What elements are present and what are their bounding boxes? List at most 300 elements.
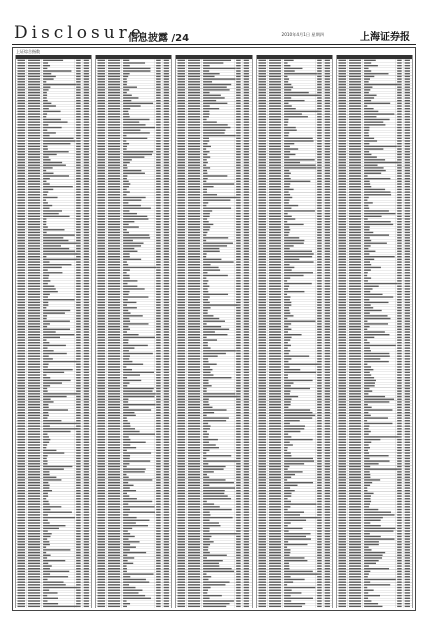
table-cell-text [244, 240, 249, 241]
table-cell-text [317, 431, 322, 432]
table-cell-text [188, 232, 200, 233]
table-cell-text [203, 555, 227, 556]
table-cell-text [317, 520, 322, 521]
table-cell-text [324, 587, 329, 588]
table-cell-text [364, 399, 394, 400]
table-cell-text [269, 210, 281, 211]
table-cell-text [108, 525, 120, 526]
table-text-rows [176, 59, 251, 608]
table-cell-text [98, 119, 106, 120]
table-cell-text [237, 251, 242, 252]
table-cell-text [284, 364, 318, 365]
table-cell-text [324, 452, 329, 453]
table-cell-text [317, 547, 322, 548]
table-cell-text [203, 197, 236, 198]
table-cell-text [244, 178, 249, 179]
table-cell-text [164, 245, 169, 246]
table-cell-text [156, 345, 161, 346]
table-cell-text [203, 253, 207, 254]
table-cell-text [76, 482, 81, 483]
table-cell-text [178, 329, 186, 330]
table-cell-text [108, 272, 120, 273]
table-cell-text [28, 412, 40, 413]
table-cell-text [324, 512, 329, 513]
table-cell-text [364, 189, 385, 190]
table-cell-text [397, 425, 402, 426]
table-cell-text [84, 162, 89, 163]
table-cell-text [123, 127, 155, 128]
table-cell-text [269, 498, 281, 499]
table-cell-text [324, 294, 329, 295]
table-cell-text [338, 353, 346, 354]
table-cell-text [284, 261, 314, 262]
table-cell-text [404, 431, 409, 432]
table-cell-text [156, 234, 161, 235]
table-cell-text [338, 130, 346, 131]
table-cell-text [269, 173, 281, 174]
table-cell-text [28, 84, 40, 85]
table-cell-text [98, 401, 106, 402]
table-cell-text [108, 581, 120, 582]
table-cell-text [108, 127, 120, 128]
table-cell-text [76, 468, 81, 469]
table-cell-text [404, 181, 409, 182]
table-cell-text [164, 530, 169, 531]
table-cell-text [28, 205, 40, 206]
table-cell-text [284, 302, 291, 303]
table-cell-text [349, 393, 361, 394]
table-cell-text [84, 245, 89, 246]
table-cell-text [244, 520, 249, 521]
table-cell-text [349, 382, 361, 383]
table-cell-text [43, 148, 48, 149]
table-cell-text [237, 512, 242, 513]
table-cell-text [244, 68, 249, 69]
table-cell-text [317, 490, 322, 491]
table-cell-text [244, 60, 249, 61]
table-cell-text [76, 528, 81, 529]
table-cell-text [84, 428, 89, 429]
table-cell-text [164, 468, 169, 469]
table-cell-text [284, 509, 288, 510]
table-cell-text [404, 536, 409, 537]
table-cell-text [156, 547, 161, 548]
table-cell-text [188, 296, 200, 297]
table-cell-text [258, 356, 266, 357]
table-cell-text [84, 111, 89, 112]
table-cell-text [258, 547, 266, 548]
table-cell-text [258, 364, 266, 365]
table-cell-text [338, 108, 346, 109]
table-cell-text [76, 148, 81, 149]
table-cell-text [123, 592, 138, 593]
table-cell-text [338, 218, 346, 219]
table-cell-text [284, 417, 312, 418]
table-cell-text [317, 517, 322, 518]
table-cell-text [203, 520, 209, 521]
table-cell-text [338, 78, 346, 79]
table-cell-text [98, 364, 106, 365]
table-cell-text [18, 312, 26, 313]
table-cell-text [98, 218, 106, 219]
table-cell-text [178, 431, 186, 432]
table-cell-text [76, 388, 81, 389]
table-cell-text [317, 135, 322, 136]
table-cell-text [258, 170, 266, 171]
table-cell-text [76, 329, 81, 330]
table-cell-text [317, 213, 322, 214]
table-cell-text [244, 442, 249, 443]
table-cell-text [108, 170, 120, 171]
table-cell-text [258, 522, 266, 523]
table-cell-text [84, 92, 89, 93]
table-cell-text [76, 146, 81, 147]
table-cell-text [269, 431, 281, 432]
table-cell-text [237, 415, 242, 416]
table-cell-text [28, 342, 40, 343]
table-cell-text [324, 509, 329, 510]
table-cell-text [98, 337, 106, 338]
table-cell-text [324, 288, 329, 289]
table-cell-text [338, 87, 346, 88]
table-cell-text [18, 463, 26, 464]
table-cell-text [156, 361, 161, 362]
table-cell-text [18, 108, 26, 109]
table-cell-text [364, 275, 367, 276]
table-cell-text [203, 148, 206, 149]
table-cell-text [76, 393, 81, 394]
table-cell-text [28, 121, 40, 122]
table-cell-text [338, 530, 346, 531]
table-cell-text [43, 361, 76, 362]
table-cell-text [156, 165, 161, 166]
table-cell-text [237, 342, 242, 343]
table-cell-text [28, 135, 40, 136]
table-cell-text [364, 248, 368, 249]
table-cell-text [108, 68, 120, 69]
table-cell-text [397, 237, 402, 238]
table-cell-text [324, 237, 329, 238]
table-cell-text [349, 353, 361, 354]
table-cell-text [18, 576, 26, 577]
table-cell-text [317, 463, 322, 464]
table-cell-text [164, 358, 169, 359]
table-cell-text [269, 331, 281, 332]
table-cell-text [18, 595, 26, 596]
table-cell-text [108, 237, 120, 238]
table-cell-text [43, 140, 76, 141]
table-cell-text [28, 146, 40, 147]
table-cell-text [324, 485, 329, 486]
table-cell-text [237, 275, 242, 276]
table-cell-text [98, 374, 106, 375]
table-cell-text [237, 490, 242, 491]
table-cell-text [98, 288, 106, 289]
table-cell-text [349, 334, 361, 335]
table-cell-text [338, 463, 346, 464]
table-cell-text [188, 366, 200, 367]
table-cell-text [98, 487, 106, 488]
table-cell-text [244, 216, 249, 217]
table-cell-text [28, 199, 40, 200]
table-cell-text [98, 124, 106, 125]
table-cell-text [98, 323, 106, 324]
table-cell-text [164, 181, 169, 182]
table-cell-text [258, 205, 266, 206]
table-cell-text [284, 307, 289, 308]
table-cell-text [164, 240, 169, 241]
table-cell-text [364, 103, 390, 104]
table-cell-text [269, 347, 281, 348]
table-cell-text [404, 243, 409, 244]
table-cell-text [324, 458, 329, 459]
table-cell-text [404, 366, 409, 367]
table-cell-text [404, 404, 409, 405]
table-cell-text [338, 70, 346, 71]
table-cell-text [324, 495, 329, 496]
table-cell-text [284, 547, 287, 548]
table-cell-text [108, 436, 120, 437]
table-cell-text [258, 361, 266, 362]
table-cell-text [156, 272, 161, 273]
table-cell-text [43, 253, 77, 254]
table-cell-text [123, 560, 128, 561]
table-cell-text [349, 372, 361, 373]
table-cell-text [244, 377, 249, 378]
table-cell-text [43, 590, 49, 591]
table-cell-text [84, 234, 89, 235]
table-cell-text [28, 501, 40, 502]
table-cell-text [397, 415, 402, 416]
table-cell-text [364, 425, 369, 426]
table-cell-text [98, 503, 106, 504]
table-cell-text [178, 326, 186, 327]
table-cell-text [76, 95, 81, 96]
table-cell-text [364, 175, 368, 176]
table-cell-text [84, 565, 89, 566]
table-cell-text [164, 296, 169, 297]
table-cell-text [397, 116, 402, 117]
table-cell-text [349, 423, 361, 424]
table-cell-text [364, 337, 374, 338]
table-cell-text [178, 444, 186, 445]
table-cell-text [178, 240, 186, 241]
table-cell-text [284, 146, 290, 147]
table-cell-text [284, 234, 288, 235]
table-cell-text [98, 87, 106, 88]
table-cell-text [76, 121, 81, 122]
table-cell-text [324, 361, 329, 362]
table-cell-text [397, 407, 402, 408]
table-cell-text [156, 581, 161, 582]
table-cell-text [338, 138, 346, 139]
table-cell-text [349, 175, 361, 176]
table-cell-text [397, 302, 402, 303]
table-cell-text [188, 151, 200, 152]
table-cell-text [18, 143, 26, 144]
table-cell-text [76, 595, 81, 596]
table-cell-text [188, 240, 200, 241]
table-cell-text [258, 62, 266, 63]
table-cell-text [164, 342, 169, 343]
table-cell-text [18, 302, 26, 303]
table-cell-text [349, 280, 361, 281]
table-cell-text [397, 181, 402, 182]
table-cell-text [317, 563, 322, 564]
table-cell-text [98, 97, 106, 98]
table-cell-text [317, 339, 322, 340]
table-cell-text [98, 592, 106, 593]
table-cell-text [203, 175, 227, 176]
table-cell-text [188, 175, 200, 176]
table-cell-text [123, 272, 127, 273]
table-cell-text [178, 490, 186, 491]
table-cell-text [317, 84, 322, 85]
table-cell-text [258, 514, 266, 515]
table-cell-text [28, 463, 40, 464]
table-cell-text [98, 329, 106, 330]
table-cell-text [404, 291, 409, 292]
table-cell-text [237, 598, 242, 599]
table-cell-text [258, 278, 266, 279]
table-cell-text [349, 97, 361, 98]
table-cell-text [84, 466, 89, 467]
table-cell-text [123, 530, 128, 531]
table-cell-text [317, 329, 322, 330]
table-cell-text [397, 366, 402, 367]
table-cell-text [317, 390, 322, 391]
table-cell-text [164, 404, 169, 405]
table-cell-text [43, 132, 56, 133]
table-cell-text [156, 197, 161, 198]
table-cell-text [364, 259, 374, 260]
table-cell-text [123, 479, 152, 480]
table-cell-text [317, 372, 322, 373]
table-cell-text [317, 76, 322, 77]
table-cell-text [43, 226, 48, 227]
table-cell-text [244, 463, 249, 464]
table-cell-text [364, 358, 380, 359]
table-cell-text [404, 442, 409, 443]
table-cell-text [338, 261, 346, 262]
table-cell-text [156, 425, 161, 426]
table-cell-text [178, 590, 186, 591]
table-cell-text [324, 97, 329, 98]
table-cell-text [84, 450, 89, 451]
table-cell-text [237, 310, 242, 311]
table-cell-text [203, 248, 219, 249]
table-cell-text [76, 547, 81, 548]
table-cell-text [397, 261, 402, 262]
table-cell-text [28, 600, 40, 601]
table-cell-text [84, 563, 89, 564]
table-cell-text [397, 245, 402, 246]
table-cell-text [76, 415, 81, 416]
table-cell-text [244, 501, 249, 502]
table-cell-text [338, 60, 346, 61]
table-cell-text [76, 143, 81, 144]
table-cell-text [156, 466, 161, 467]
table-cell-text [188, 68, 200, 69]
table-cell-text [203, 380, 208, 381]
table-cell-text [98, 439, 106, 440]
table-cell-text [43, 213, 59, 214]
table-cell-text [397, 286, 402, 287]
table-cell-text [123, 555, 127, 556]
table-cell-text [237, 321, 242, 322]
table-cell-text [349, 358, 361, 359]
table-cell-text [28, 162, 40, 163]
table-cell-text [324, 592, 329, 593]
table-cell-text [123, 377, 127, 378]
table-cell-text [364, 229, 369, 230]
table-cell-text [237, 175, 242, 176]
table-cell-text [237, 347, 242, 348]
table-cell-text [76, 154, 81, 155]
table-cell-text [108, 70, 120, 71]
table-cell-text [18, 259, 26, 260]
table-cell-text [28, 420, 40, 421]
table-cell-text [156, 563, 161, 564]
table-cell-text [349, 452, 361, 453]
table-cell-text [349, 522, 361, 523]
table-cell-text [324, 210, 329, 211]
table-cell-text [269, 253, 281, 254]
table-cell-text [156, 603, 161, 604]
table-cell-text [258, 358, 266, 359]
table-cell-text [84, 224, 89, 225]
table-cell-text [349, 113, 361, 114]
table-cell-text [338, 245, 346, 246]
table-cell-text [284, 388, 310, 389]
table-cell-text [324, 253, 329, 254]
table-cell-text [404, 388, 409, 389]
table-cell-text [178, 116, 186, 117]
table-cell-text [108, 165, 120, 166]
table-cell-text [284, 544, 307, 545]
table-cell-text [269, 272, 281, 273]
table-cell-text [404, 100, 409, 101]
table-cell-text [258, 78, 266, 79]
table-cell-text [108, 444, 120, 445]
table-cell-text [324, 356, 329, 357]
table-cell-text [43, 495, 48, 496]
table-cell-text [164, 159, 169, 160]
table-cell-text [28, 310, 40, 311]
table-cell-text [156, 307, 161, 308]
table-cell-text [18, 124, 26, 125]
table-cell-text [76, 62, 81, 63]
table-cell-text [237, 243, 242, 244]
table-cell-text [123, 425, 130, 426]
table-cell-text [76, 584, 81, 585]
table-cell-text [258, 280, 266, 281]
table-cell-text [18, 557, 26, 558]
table-cell-text [364, 506, 369, 507]
table-cell-text [18, 318, 26, 319]
table-cell-text [324, 568, 329, 569]
table-cell-text [156, 514, 161, 515]
table-cell-text [237, 70, 242, 71]
table-cell-text [28, 390, 40, 391]
table-cell-text [324, 490, 329, 491]
table-cell-text [397, 226, 402, 227]
table-cell-text [364, 482, 372, 483]
table-cell-text [188, 423, 200, 424]
table-cell-text [404, 283, 409, 284]
table-cell-text [404, 178, 409, 179]
table-cell-text [324, 506, 329, 507]
